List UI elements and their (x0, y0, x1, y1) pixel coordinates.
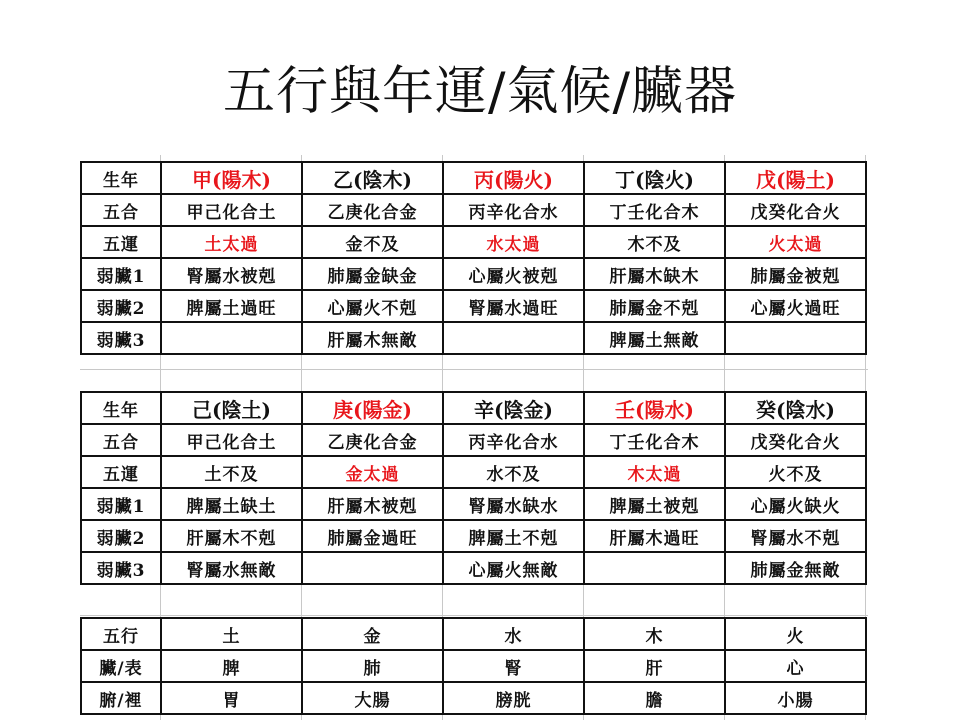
element-cell: 火 (725, 618, 866, 650)
combo-cell: 戊癸化合火 (725, 424, 866, 456)
fu-organ-cell: 膀胱 (443, 682, 584, 714)
year-cell: 丁(陰火) (584, 162, 725, 194)
weak-organ-3-cell: 肝屬木無敵 (302, 322, 443, 354)
combo-cell: 甲己化合土 (161, 194, 302, 226)
combo-cell: 丁壬化合木 (584, 424, 725, 456)
weak-organ-1-cell: 脾屬土缺土 (161, 488, 302, 520)
fu-organ-cell: 胃 (161, 682, 302, 714)
weak-organ-2-cell: 肝屬木不剋 (161, 520, 302, 552)
row-label: 五合 (81, 424, 161, 456)
yun-cell: 火太過 (725, 226, 866, 258)
weak-organ-3-cell (302, 552, 443, 584)
table-row (81, 618, 866, 650)
table-row (81, 322, 866, 354)
yun-cell: 土太過 (161, 226, 302, 258)
row-label: 五合 (81, 194, 161, 226)
yun-cell: 火不及 (725, 456, 866, 488)
table-row (81, 456, 866, 488)
weak-organ-1-cell: 肺屬金缺金 (302, 258, 443, 290)
page-title: 五行與年運/氣候/臟器 (222, 62, 738, 122)
year-cell: 丙(陽火) (443, 162, 584, 194)
table-row (81, 552, 866, 584)
year-cell: 辛(陰金) (443, 392, 584, 424)
year-cell: 戊(陽土) (725, 162, 866, 194)
row-label: 弱臟3 (81, 322, 161, 354)
weak-organ-3-cell (443, 322, 584, 354)
table-row (81, 650, 866, 682)
table-row (81, 520, 866, 552)
weak-organ-2-cell: 心屬火過旺 (725, 290, 866, 322)
fu-organ-cell: 膽 (584, 682, 725, 714)
weak-organ-3-cell: 腎屬水無敵 (161, 552, 302, 584)
table-row (81, 162, 866, 194)
combo-cell: 丙辛化合水 (443, 424, 584, 456)
element-cell: 水 (443, 618, 584, 650)
yun-cell: 水太過 (443, 226, 584, 258)
year-table-2 (80, 391, 867, 585)
row-label: 五運 (81, 226, 161, 258)
weak-organ-1-cell: 肺屬金被剋 (725, 258, 866, 290)
fu-organ-cell: 大腸 (302, 682, 443, 714)
zang-organ-cell: 腎 (443, 650, 584, 682)
zang-organ-cell: 脾 (161, 650, 302, 682)
row-label: 腑/裡 (81, 682, 161, 714)
weak-organ-1-cell: 腎屬水被剋 (161, 258, 302, 290)
table-row (81, 194, 866, 226)
weak-organ-2-cell: 肝屬木過旺 (584, 520, 725, 552)
table-row (81, 488, 866, 520)
weak-organ-2-cell: 肺屬金過旺 (302, 520, 443, 552)
weak-organ-2-cell: 脾屬土不剋 (443, 520, 584, 552)
weak-organ-3-cell: 脾屬土無敵 (584, 322, 725, 354)
element-cell: 金 (302, 618, 443, 650)
row-label: 生年 (81, 162, 161, 194)
weak-organ-1-cell: 腎屬水缺水 (443, 488, 584, 520)
weak-organ-2-cell: 腎屬水過旺 (443, 290, 584, 322)
yun-cell: 木不及 (584, 226, 725, 258)
yun-cell: 金太過 (302, 456, 443, 488)
combo-cell: 乙庚化合金 (302, 424, 443, 456)
combo-cell: 戊癸化合火 (725, 194, 866, 226)
weak-organ-3-cell (161, 322, 302, 354)
gridline (80, 369, 868, 370)
zang-organ-cell: 心 (725, 650, 866, 682)
weak-organ-2-cell: 腎屬水不剋 (725, 520, 866, 552)
zang-organ-cell: 肝 (584, 650, 725, 682)
table-row (81, 290, 866, 322)
year-cell: 壬(陽水) (584, 392, 725, 424)
weak-organ-1-cell: 心屬火被剋 (443, 258, 584, 290)
row-label: 五運 (81, 456, 161, 488)
element-cell: 木 (584, 618, 725, 650)
gridline (80, 615, 868, 616)
row-label: 生年 (81, 392, 161, 424)
table-row (81, 682, 866, 714)
yun-cell: 水不及 (443, 456, 584, 488)
year-cell: 己(陰土) (161, 392, 302, 424)
combo-cell: 丁壬化合木 (584, 194, 725, 226)
spreadsheet-area (80, 155, 868, 720)
weak-organ-3-cell (584, 552, 725, 584)
weak-organ-1-cell: 脾屬土被剋 (584, 488, 725, 520)
table-row (81, 424, 866, 456)
year-cell: 甲(陽木) (161, 162, 302, 194)
table-row (81, 226, 866, 258)
weak-organ-2-cell: 脾屬土過旺 (161, 290, 302, 322)
weak-organ-3-cell (725, 322, 866, 354)
combo-cell: 甲己化合土 (161, 424, 302, 456)
row-label: 弱臟2 (81, 520, 161, 552)
year-cell: 癸(陰水) (725, 392, 866, 424)
row-label: 五行 (81, 618, 161, 650)
weak-organ-3-cell: 肺屬金無敵 (725, 552, 866, 584)
year-cell: 乙(陰木) (302, 162, 443, 194)
row-label: 弱臟2 (81, 290, 161, 322)
row-label: 弱臟3 (81, 552, 161, 584)
weak-organ-1-cell: 肝屬木缺木 (584, 258, 725, 290)
yun-cell: 土不及 (161, 456, 302, 488)
yun-cell: 金不及 (302, 226, 443, 258)
organ-table (80, 617, 867, 715)
combo-cell: 乙庚化合金 (302, 194, 443, 226)
weak-organ-1-cell: 心屬火缺火 (725, 488, 866, 520)
weak-organ-1-cell: 肝屬木被剋 (302, 488, 443, 520)
weak-organ-3-cell: 心屬火無敵 (443, 552, 584, 584)
fu-organ-cell: 小腸 (725, 682, 866, 714)
row-label: 弱臟1 (81, 258, 161, 290)
combo-cell: 丙辛化合水 (443, 194, 584, 226)
element-cell: 土 (161, 618, 302, 650)
table-row (81, 392, 866, 424)
row-label: 臟/表 (81, 650, 161, 682)
weak-organ-2-cell: 肺屬金不剋 (584, 290, 725, 322)
zang-organ-cell: 肺 (302, 650, 443, 682)
row-label: 弱臟1 (81, 488, 161, 520)
weak-organ-2-cell: 心屬火不剋 (302, 290, 443, 322)
table-row (81, 258, 866, 290)
yun-cell: 木太過 (584, 456, 725, 488)
year-cell: 庚(陽金) (302, 392, 443, 424)
year-table-1 (80, 161, 867, 355)
